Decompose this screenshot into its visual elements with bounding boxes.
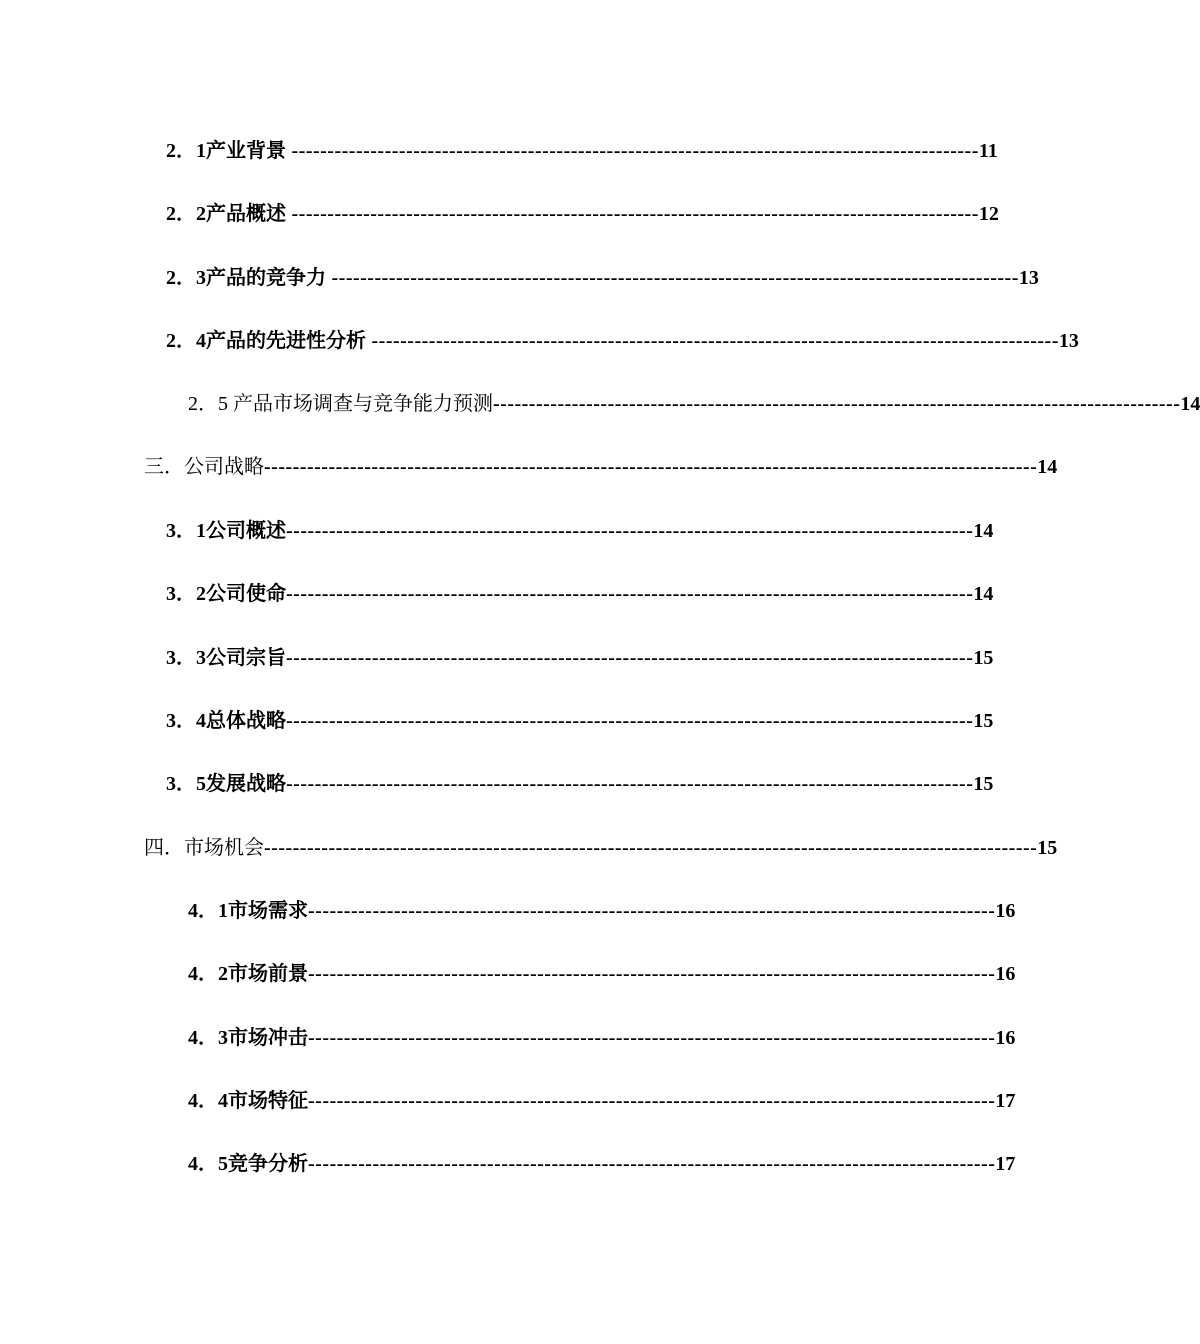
toc-entry-title: 发展战略 [206,773,286,795]
toc-chapter-title: 公司战略 [184,456,264,478]
toc-entry-title: 总体战略 [206,710,286,732]
toc-entry[interactable] [188,390,1200,418]
toc-entry-title: 产品的先进性分析 [206,330,366,352]
toc-entry-number: 3．4 [166,710,206,732]
toc-leader: ------------------------------------------------------------------------------------------------ [308,963,996,985]
toc-leader: ------------------------------------------------------------------------------------------------ [308,900,996,922]
toc-entry-page: 13 [1018,267,1039,289]
toc-entry[interactable] [166,137,998,165]
toc-chapter-title: 市场机会 [184,837,264,859]
toc-entry-title: 市场需求 [228,900,308,922]
toc-leader: ------------------------------------------------------------------------------------------------ [286,647,974,669]
toc-entry-title: 竞争分析 [228,1153,308,1175]
toc-entry-page: 16 [995,963,1016,985]
toc-entry-page: 12 [978,203,999,225]
toc-entry-page: 13 [1058,330,1079,352]
toc-entry-number: 2．5 [188,393,228,415]
toc-entry-number: 4．5 [188,1153,228,1175]
toc-leader: ------------------------------------------------------------------------------------------------ [286,583,974,605]
toc-entry[interactable] [188,897,1016,925]
toc-entry-title-text: 产品市场调查与竞争能力预测 [233,393,493,415]
toc-leader: ------------------------------------------------------------------------------------------------ [308,1090,996,1112]
toc-entry-page: 16 [995,900,1016,922]
toc-entry-title: 产品的竞争力 [206,267,326,289]
toc-entry[interactable] [166,580,994,608]
toc-leader: ------------------------------------------------------------------------------------------------------------ [264,456,1038,478]
toc-entry-page: 11 [978,140,998,162]
toc-entry-page: 14 [973,583,994,605]
toc-entry-title: 市场特征 [228,1090,308,1112]
toc-entry[interactable] [166,517,994,545]
toc-entry[interactable] [166,327,1079,355]
toc-entry-page: 14 [973,520,994,542]
toc-entry-title: 市场冲击 [228,1027,308,1049]
toc-entry-title: 产业背景 [206,140,286,162]
toc-entry-number: 3．3 [166,647,206,669]
toc-entry-page: 15 [973,773,994,795]
toc-entry-page: 15 [973,647,994,669]
toc-chapter-page: 14 [1037,456,1058,478]
toc-entry-number: 4．3 [188,1027,228,1049]
toc-entry[interactable] [188,960,1016,988]
toc-entry-title: 产品概述 [206,203,286,225]
toc-entry-page: 17 [995,1153,1016,1175]
toc-entry-number: 3．5 [166,773,206,795]
toc-entry-page: 14 [1180,393,1200,415]
toc-entry-page: 16 [995,1027,1016,1049]
toc-entry-title [228,390,493,418]
toc-leader: ------------------------------------------------------------------------------------------------ [366,330,1059,352]
toc-entry-number: 2．1 [166,140,206,162]
toc-chapter[interactable] [144,834,1058,862]
toc-leader: ------------------------------------------------------------------------------------------------ [286,140,979,162]
toc-leader: ------------------------------------------------------------------------------------------------ [286,203,979,225]
toc-chapter-page: 15 [1037,837,1058,859]
toc-entry[interactable] [188,1150,1016,1178]
toc-entry-number: 3．2 [166,583,206,605]
toc-entry[interactable] [188,1087,1016,1115]
toc-entry[interactable] [188,1024,1016,1052]
toc-entry-title: 公司宗旨 [206,647,286,669]
toc-leader: ------------------------------------------------------------------------------------------------ [326,267,1019,289]
toc-entry-page: 17 [995,1090,1016,1112]
toc-chapter-number: 四． [144,837,184,859]
toc-leader: ------------------------------------------------------------------------------------------------ [286,710,974,732]
toc-entry-number: 4．2 [188,963,228,985]
toc-chapter-number: 三． [144,456,184,478]
toc-entry-number: 3．1 [166,520,206,542]
toc-entry-number: 2．2 [166,203,206,225]
toc-entry-title: 市场前景 [228,963,308,985]
toc-entry[interactable] [166,200,999,228]
toc-entry-number: 4．1 [188,900,228,922]
toc-entry-number: 2．4 [166,330,206,352]
toc-leader: ------------------------------------------------------------------------------------------------ [308,1027,996,1049]
toc-entry-page: 15 [973,710,994,732]
toc-entry-title: 公司使命 [206,583,286,605]
toc-entry[interactable] [166,264,1039,292]
toc-entry[interactable] [166,707,994,735]
toc-entry-number: 2．3 [166,267,206,289]
toc-entry[interactable] [166,644,994,672]
toc-chapter[interactable] [144,453,1058,481]
toc-entry[interactable] [166,770,994,798]
toc-leader: ------------------------------------------------------------------------------------------------ [286,773,974,795]
toc-leader: ------------------------------------------------------------------------------------------------ [286,520,974,542]
toc-leader: ------------------------------------------------------------------------------------------------ [493,393,1181,415]
toc-entry-title: 公司概述 [206,520,286,542]
toc-leader: ------------------------------------------------------------------------------------------------ [308,1153,996,1175]
toc-leader: ------------------------------------------------------------------------------------------------------------ [264,837,1038,859]
toc-entry-number: 4．4 [188,1090,228,1112]
